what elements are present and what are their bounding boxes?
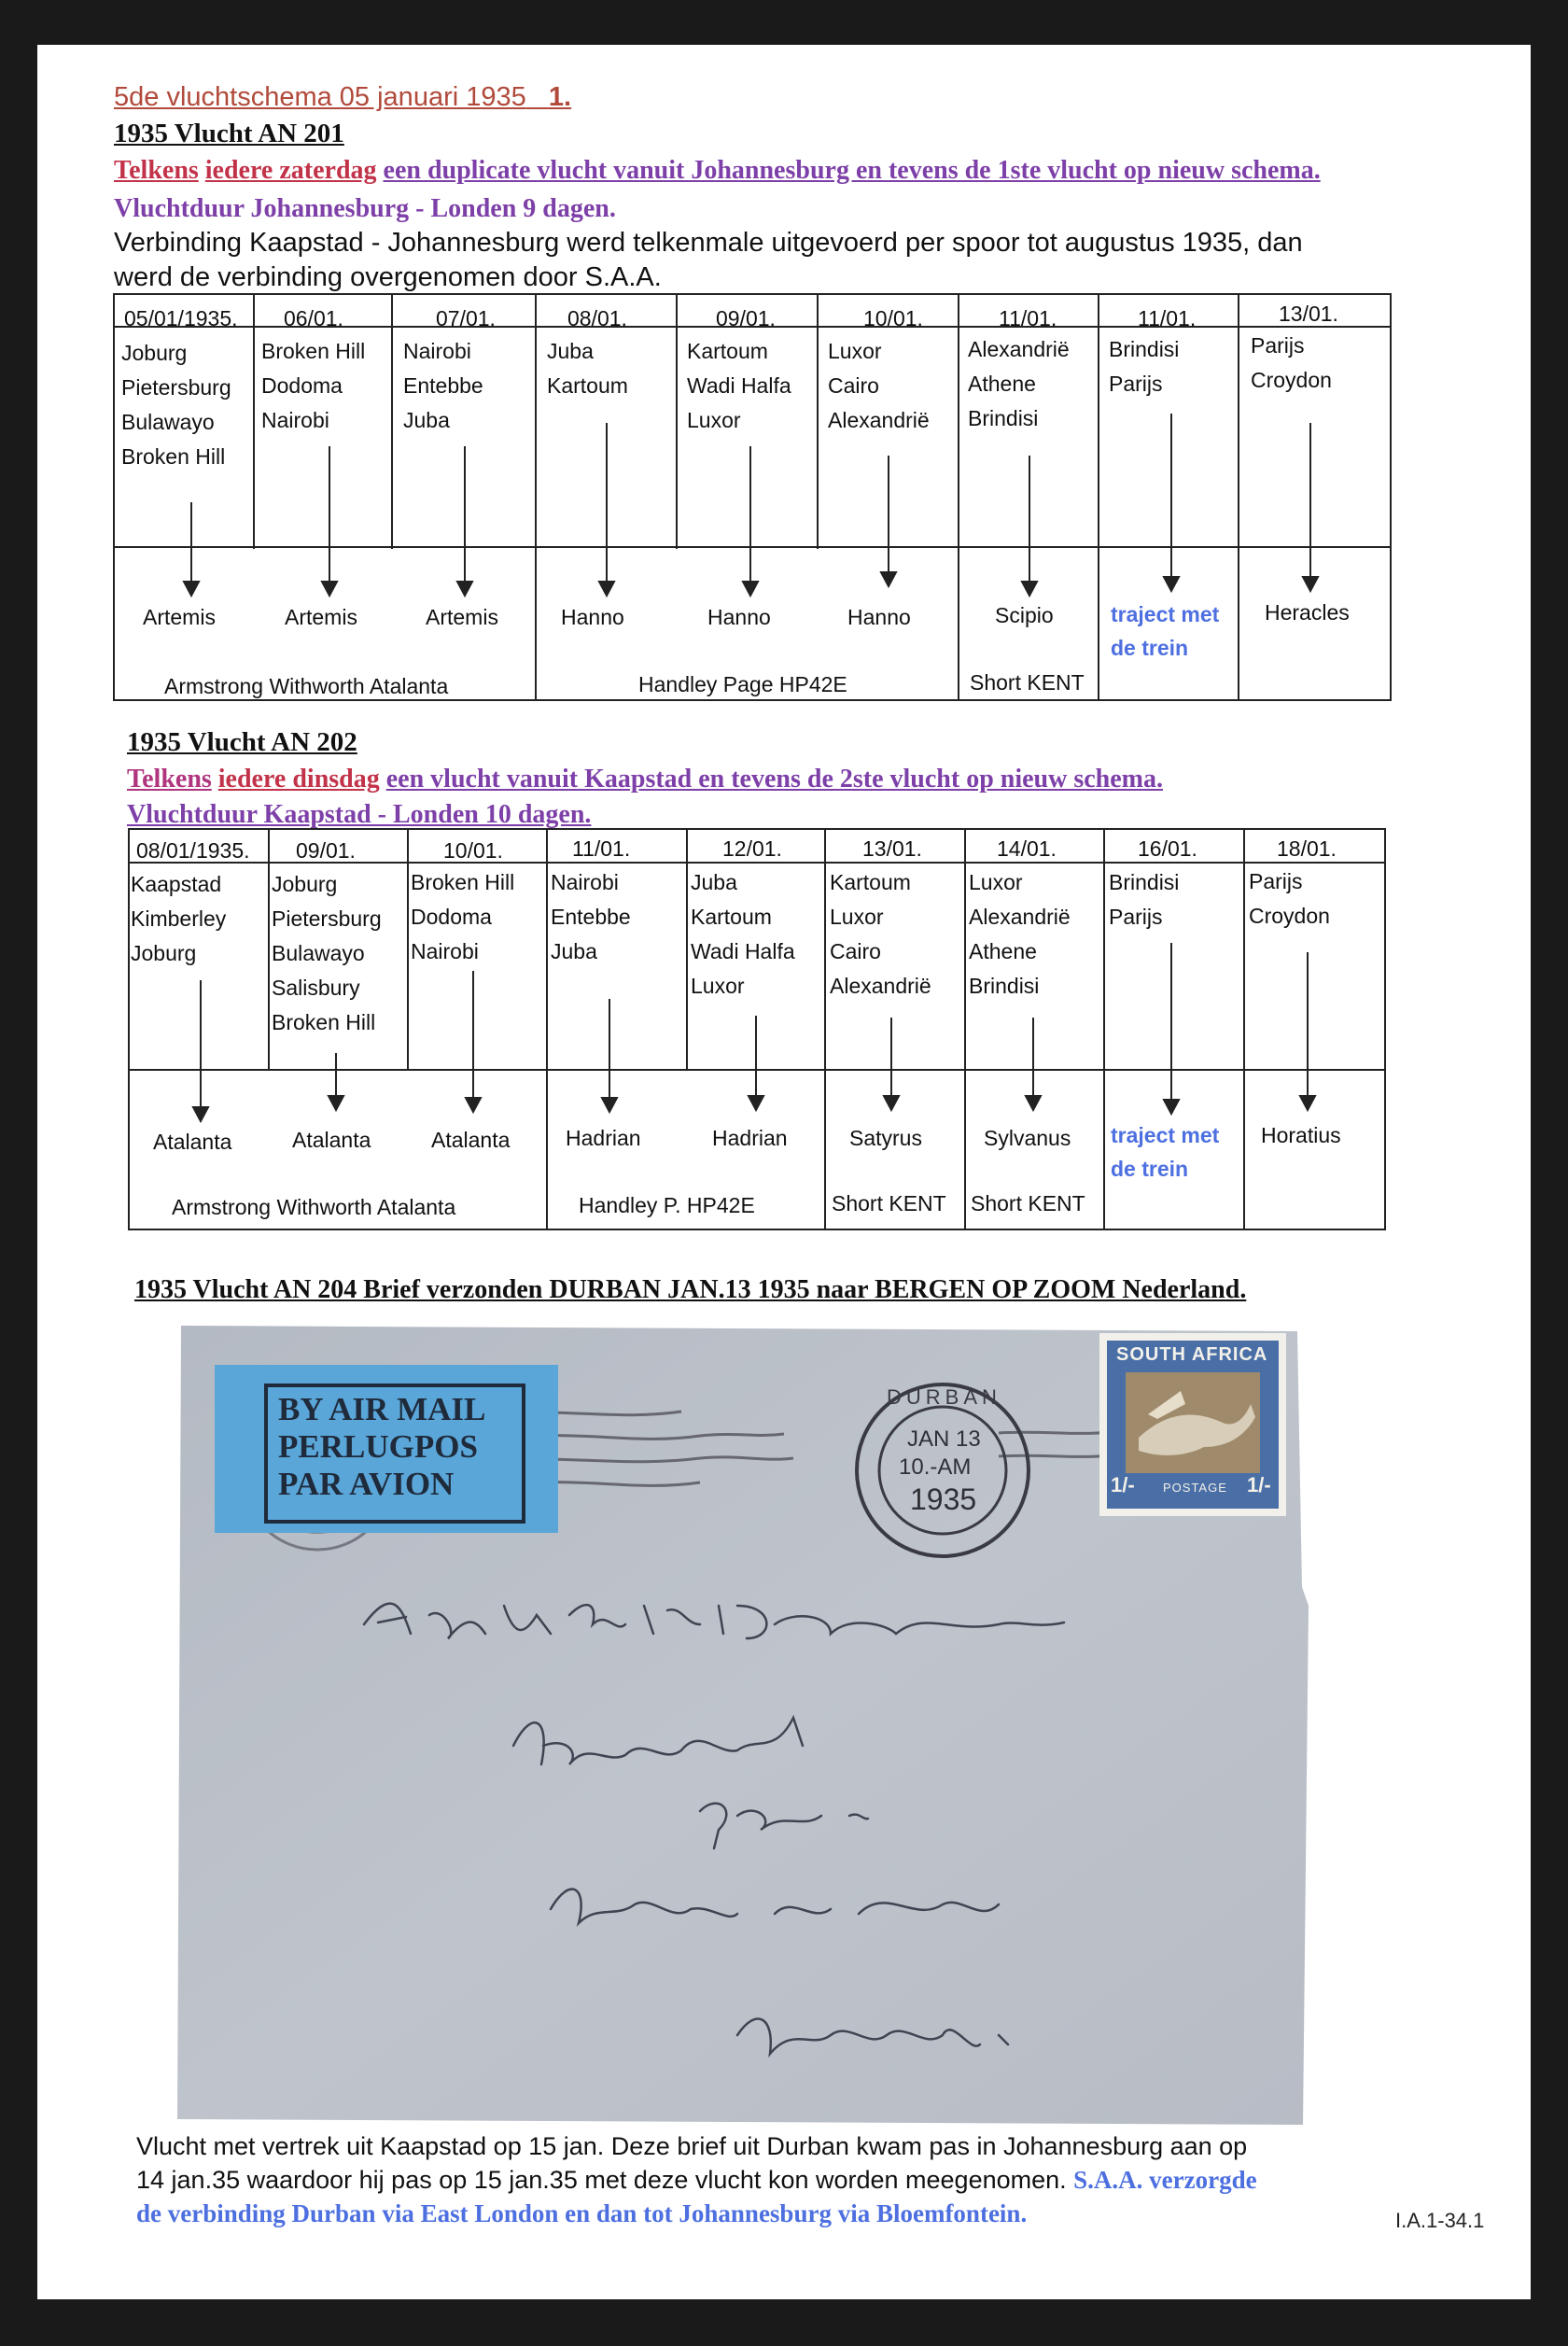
an201-telkens: Telkens <box>114 156 199 185</box>
caption-line2 <box>136 2166 1257 2195</box>
an201-aircraft-1: Artemis <box>143 605 216 629</box>
stamp-value-left: 1/- <box>1111 1473 1135 1496</box>
an201-date-4: 08/01. <box>567 306 627 330</box>
an201-aircraft-4: Hanno <box>561 605 624 629</box>
schedule-number: 1. <box>548 82 572 112</box>
postmark-date: JAN 13 <box>907 1426 981 1452</box>
airmail-envelope <box>177 1326 1309 2125</box>
an201-stops-6: Luxor Cairo Alexandrië <box>828 339 930 432</box>
an201-aircraft-5: Hanno <box>707 605 771 629</box>
an201-note-line2: werd de verbinding overgenomen door S.A.A. <box>114 262 662 292</box>
an202-date-6: 13/01. <box>862 836 922 861</box>
an201-date-6: 10/01. <box>863 306 923 330</box>
an202-type-1: Armstrong Withworth Atalanta <box>172 1195 456 1219</box>
an202-date-5: 12/01. <box>722 836 782 861</box>
caption-line2-text: 14 jan.35 waardoor hij pas op 15 jan.35 met deze vlucht kon worden meegenomen. <box>136 2166 1067 2194</box>
an202-aircraft-9: Horatius <box>1261 1123 1341 1147</box>
an202-telkens: Telkens <box>127 765 212 794</box>
an201-aircraft-8: traject met de trein <box>1111 602 1220 660</box>
an202-stops-4: Nairobi Entebbe Juba <box>551 870 631 963</box>
airmail-label-text: BY AIR MAIL PERLUGPOS PAR AVION <box>278 1391 486 1502</box>
stamp-country: SOUTH AFRICA <box>1116 1344 1268 1365</box>
an202-stops-9: Parijs Croydon <box>1249 869 1330 928</box>
an201-aircraft-3: Artemis <box>426 605 498 629</box>
an202-stops-5: Juba Kartoum Wadi Halfa Luxor <box>691 870 795 998</box>
an202-description: een vlucht vanuit Kaapstad en tevens de 2ste vlucht op nieuw schema. <box>385 765 1163 794</box>
caption-line3: de verbinding Durban via East London en dan tot Johannesburg via Bloemfontein. <box>136 2199 1028 2227</box>
an201-stops-5: Kartoum Wadi Halfa Luxor <box>687 339 791 432</box>
an201-aircraft-9: Heracles <box>1265 600 1350 625</box>
an201-date-2: 06/01. <box>284 306 343 330</box>
an202-date-2: 09/01. <box>296 838 356 863</box>
an202-stops-8: Brindisi Parijs <box>1109 870 1180 929</box>
an202-date-4: 11/01. <box>572 836 631 861</box>
an201-date-8: 11/01. <box>1138 306 1197 330</box>
an201-stops-1: Joburg Pietersburg Bulawayo Broken Hill <box>121 341 231 469</box>
an201-stops-2: Broken Hill Dodoma Nairobi <box>261 339 366 432</box>
an202-aircraft-7: Sylvanus <box>984 1126 1071 1150</box>
an201-stops-9: Parijs Croydon <box>1251 333 1332 392</box>
postmark-year: 1935 <box>910 1482 977 1516</box>
an202-stops-6: Kartoum Luxor Cairo Alexandrië <box>830 870 931 998</box>
an202-stops-3: Broken Hill Dodoma Nairobi <box>411 870 515 963</box>
an202-type-2: Handley P. HP42E <box>579 1193 755 1217</box>
an202-aircraft-6: Satyrus <box>849 1126 922 1150</box>
an201-description: een duplicate vlucht vanuit Johannesburg en tevens de 1ste vlucht op nieuw schema. <box>383 156 1321 185</box>
an201-stops-8: Brindisi Parijs <box>1109 337 1180 396</box>
caption-line1: Vlucht met vertrek uit Kaapstad op 15 jan. Deze brief uit Durban kwam pas in Johannesburg aan op <box>136 2132 1248 2160</box>
an202-date-1: 08/01/1935. <box>136 838 250 863</box>
an202-duration: Vluchtduur Kaapstad - Londen 10 dagen. <box>127 800 592 829</box>
page-reference: I.A.1-34.1 <box>1395 2209 1485 2232</box>
postmark-time: 10.-AM <box>899 1454 972 1480</box>
an201-type-2: Handley Page HP42E <box>638 672 847 696</box>
an201-type-3: Short KENT <box>970 670 1085 695</box>
an202-aircraft-4: Hadrian <box>566 1126 641 1150</box>
an201-stops-4: Juba Kartoum <box>547 339 628 398</box>
an202-stops-2: Joburg Pietersburg Bulawayo Salisbury Broken Hill <box>272 872 382 1034</box>
an201-type-1: Armstrong Withworth Atalanta <box>164 674 449 698</box>
an202-date-7: 14/01. <box>997 836 1057 861</box>
an201-aircraft-6: Hanno <box>847 605 911 629</box>
an202-aircraft-3: Atalanta <box>431 1128 511 1152</box>
an202-day: iedere dinsdag <box>217 765 380 794</box>
an201-note-line1: Verbinding Kaapstad - Johannesburg werd telkenmale uitgevoerd per spoor tot augustus 1935, dan <box>114 228 1303 258</box>
an201-date-7: 11/01. <box>999 306 1057 330</box>
stamp-postage: POSTAGE <box>1163 1481 1227 1495</box>
an202-aircraft-2: Atalanta <box>292 1128 371 1152</box>
an202-aircraft-5: Hadrian <box>712 1126 788 1150</box>
an202-stops-7: Luxor Alexandrië Athene Brindisi <box>969 870 1071 998</box>
address-text <box>364 1596 389 1597</box>
an201-date-9: 13/01. <box>1279 302 1338 326</box>
an202-aircraft-8: traject met de trein <box>1111 1123 1220 1181</box>
an201-title: 1935 Vlucht AN 201 <box>114 119 344 148</box>
an201-stops-7: Alexandrië Athene Brindisi <box>968 337 1070 430</box>
an201-duration: Vluchtduur Johannesburg - Londen 9 dagen. <box>114 194 616 223</box>
an201-aircraft-7: Scipio <box>995 603 1054 627</box>
an201-day: iedere zaterdag <box>204 156 377 185</box>
an202-type-4: Short KENT <box>971 1191 1085 1215</box>
an202-date-3: 10/01. <box>443 838 503 863</box>
postmark-city: DURBAN <box>887 1385 1001 1409</box>
an202-aircraft-1: Atalanta <box>153 1130 232 1154</box>
an201-date-5: 09/01. <box>716 306 776 330</box>
an202-date-9: 18/01. <box>1277 836 1337 861</box>
an202-title: 1935 Vlucht AN 202 <box>127 727 357 757</box>
an201-aircraft-2: Artemis <box>285 605 357 629</box>
an202-type-3: Short KENT <box>832 1191 946 1215</box>
an202-stops-1: Kaapstad Kimberley Joburg <box>131 872 227 965</box>
caption-line2-highlight: S.A.A. verzorgde <box>1073 2166 1257 2194</box>
schedule-title: 5de vluchtschema 05 januari 1935 <box>114 82 526 112</box>
stamp-value-right: 1/- <box>1247 1473 1271 1496</box>
an201-date-3: 07/01. <box>436 306 496 330</box>
an201-stops-3: Nairobi Entebbe Juba <box>403 339 483 432</box>
an201-date-1: 05/01/1935. <box>124 306 238 330</box>
an202-date-8: 16/01. <box>1138 836 1197 861</box>
album-page <box>37 45 1531 2299</box>
an204-title: 1935 Vlucht AN 204 Brief verzonden DURBAN JAN.13 1935 naar BERGEN OP ZOOM Nederland. <box>134 1275 1247 1304</box>
an202-frequency <box>127 765 1163 794</box>
